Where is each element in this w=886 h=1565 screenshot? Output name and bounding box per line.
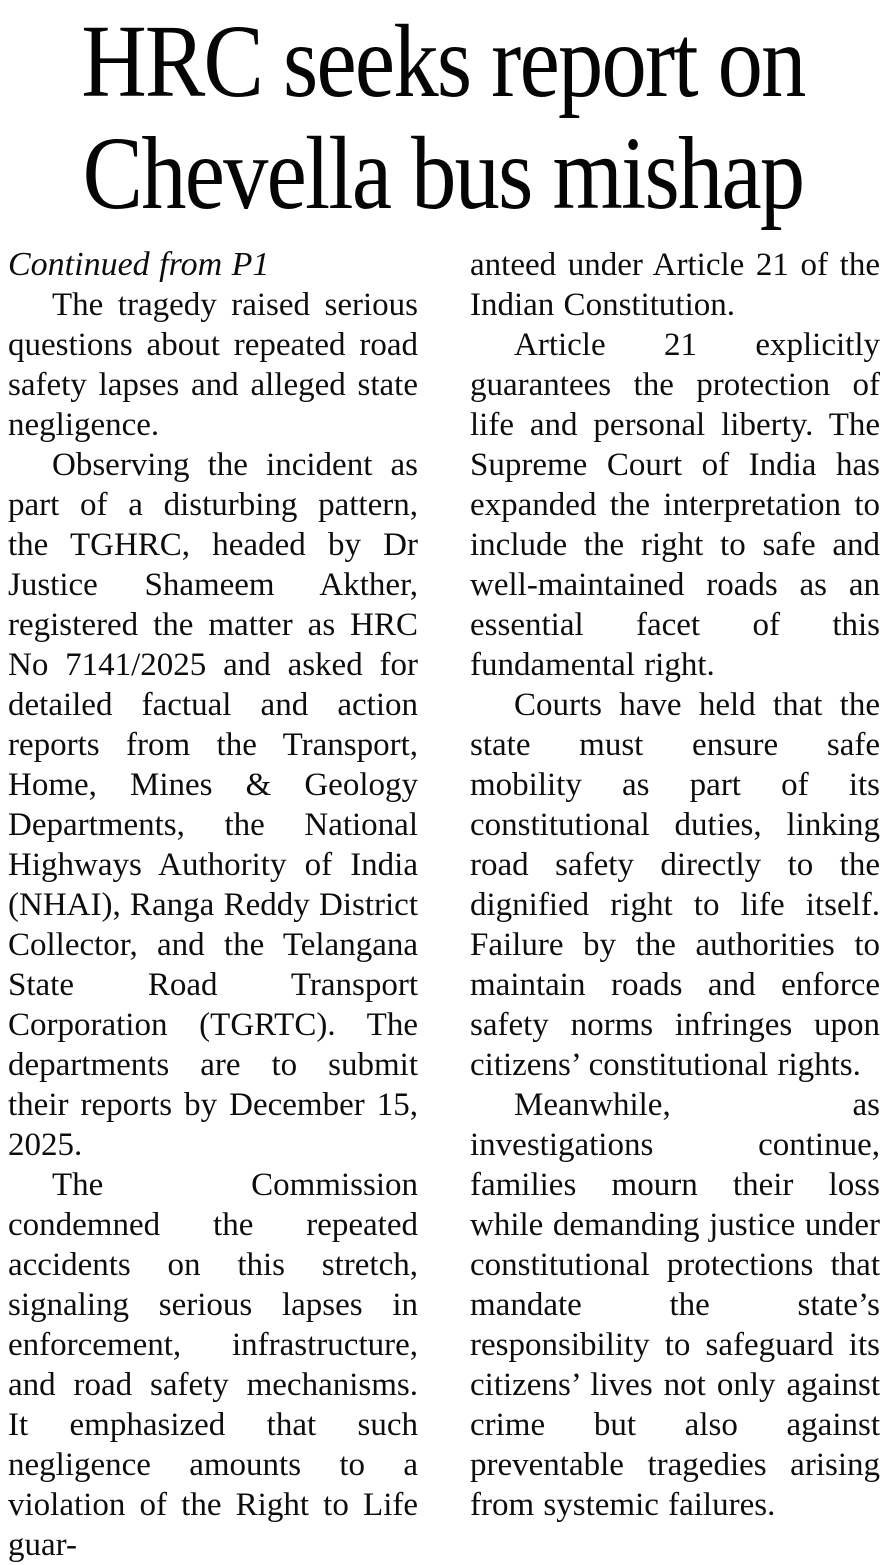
article-headline [58,6,829,231]
paragraph: Meanwhile, as investigations continue, families mourn their loss while demanding justice under constitutional protections that mandate the state’s responsibility to safeguard its citizens’ lives not only against crime but also against preventable tragedies arising from systemic failures. [470,1086,880,1523]
paragraph-continuation: anteed under Article 21 of the Indian Constitution. [470,246,880,323]
paragraph: Courts have held that the state must ensure safe mobility as part of its constitutional duties, linking road safety directly to the dignified right to life itself. Failure by the authorities to maintain roads and enforce safety norms infringes upon citizens’ constitutional rights. [470,686,880,1083]
headline-line-2: Chevella bus mishap [82,116,804,232]
paragraph: Observing the incident as part of a disturbing pattern, the TGHRC, headed by Dr Justice Shameem Akther, registered the matter as HRC No 7141/2025 and asked for detailed factual and action reports from the Transport, Home, Mines & Geology Departments, the National Highways Authority of India (NHAI), Ranga Reddy District Collector, and the Telangana State Road Transport Corporation (TGRTC). The departments are to submit their reports by December 15, 2025. [8,446,418,1163]
article-body [0,245,886,1565]
paragraph: The tragedy raised serious questions about repeated road safety lapses and alleged state negligence. [8,286,418,443]
article-column-right [470,245,880,1565]
headline-line-1: HRC seeks report on [81,4,805,119]
paragraph: The Commission condemned the repeated accidents on this stretch, signaling serious lapses in enforcement, infrastructure, and road safety mechanisms. It emphasized that such negligence amounts to a violation of the Right to Life guar- [8,1166,418,1563]
paragraph: Article 21 explicitly guarantees the protection of life and personal liberty. The Supreme Court of India has expanded the interpretation to include the right to safe and well-maintained roads as an essential facet of this fundamental right. [470,326,880,683]
article-column-left [8,245,418,1565]
newspaper-article-page [0,4,886,1563]
continued-from-note: Continued from P1 [8,245,270,283]
